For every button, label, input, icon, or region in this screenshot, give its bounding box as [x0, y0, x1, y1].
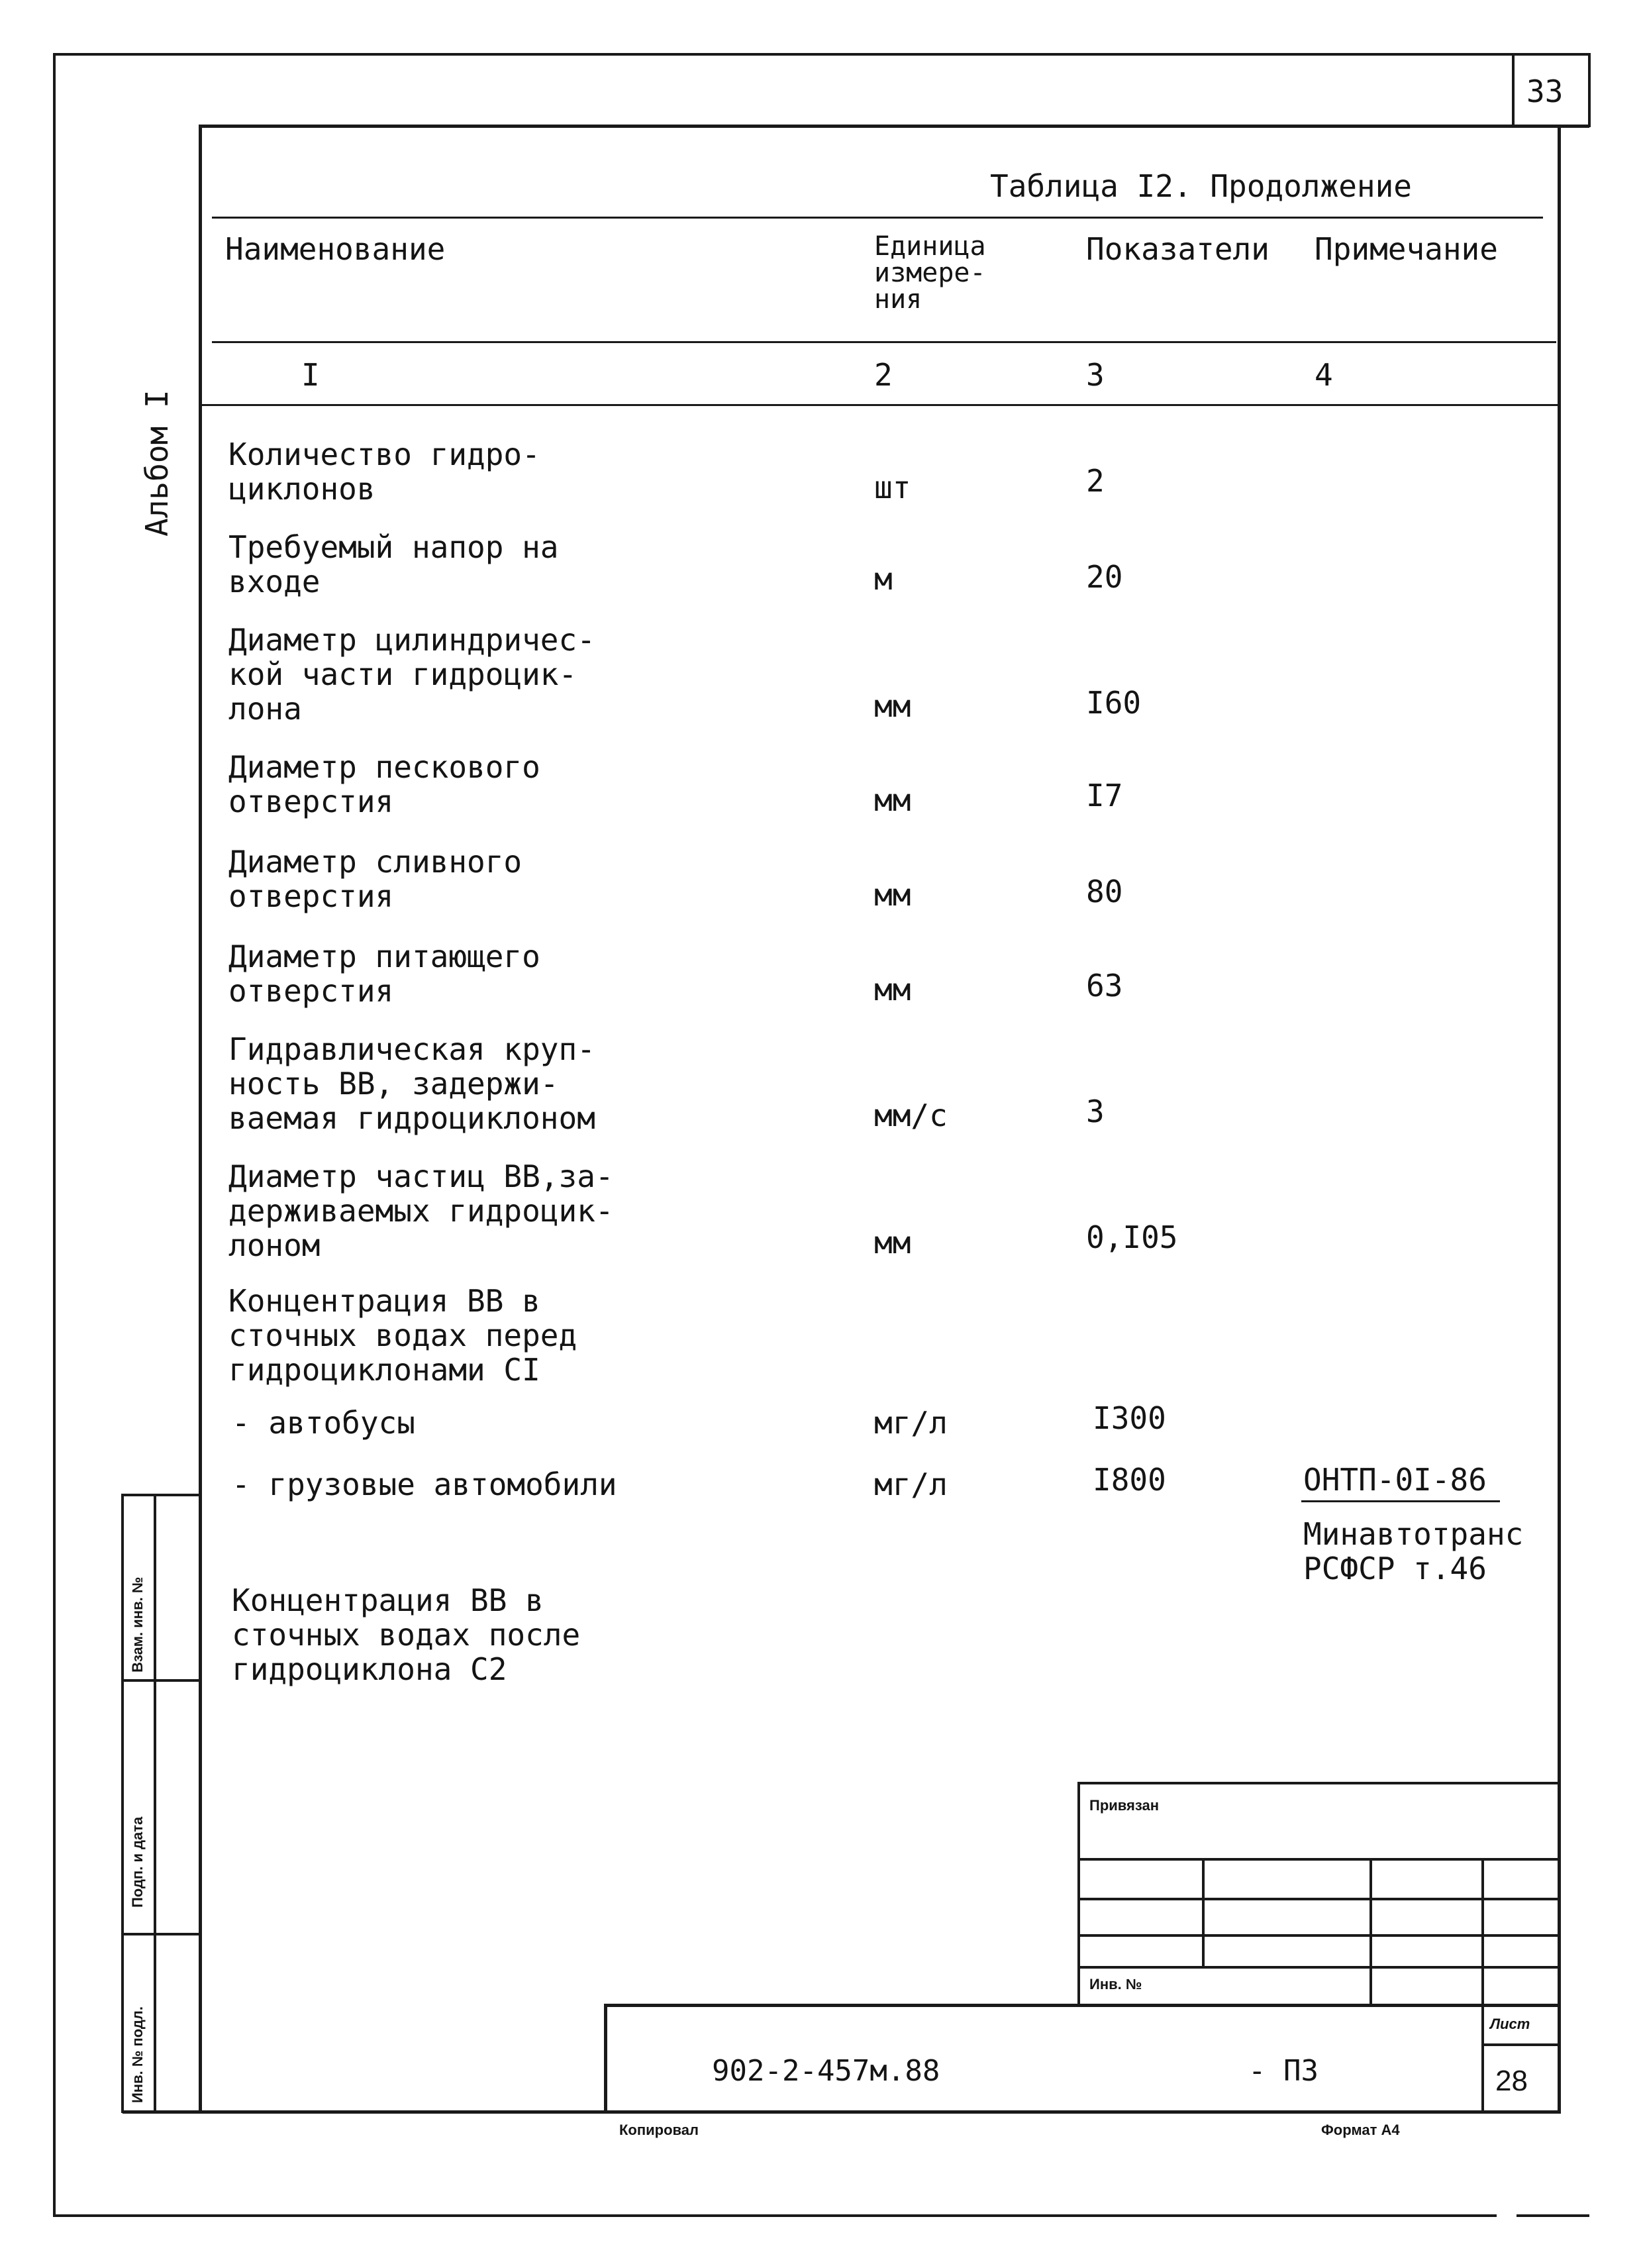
row-unit: мм/с: [874, 1098, 948, 1133]
row-value: I7: [1086, 778, 1123, 813]
outer-border-top: [53, 53, 1589, 56]
outer-border-bottom-end: [1517, 2214, 1589, 2217]
row-name-hydraulic-size: Гидравлическая круп- ность ВВ, задержи- ваемая гидроциклоном: [228, 1031, 595, 1136]
caption-dash-line: [212, 217, 1543, 219]
outer-border-right-top: [1588, 53, 1591, 126]
column-header-value: Показатели: [1086, 231, 1270, 267]
row-unit: м: [874, 561, 893, 597]
footer-copied: Копировал: [619, 2122, 699, 2138]
row-note-ministry: Минавтотранс РСФСР т.46: [1303, 1516, 1524, 1586]
inner-border-bottom: [123, 2110, 1561, 2114]
row-unit: мм: [874, 972, 911, 1007]
inner-border-left: [199, 125, 202, 2114]
column-index-3: 3: [1086, 357, 1105, 393]
column-index-1: I: [301, 357, 320, 393]
row-name-cylinder-diameter: Диаметр цилиндричес- кой части гидроцик- лона: [228, 622, 595, 727]
sheet-label: Лист: [1490, 2016, 1530, 2032]
row-note-norm: ОНТП-0I-86: [1303, 1462, 1487, 1498]
inner-border-right: [1558, 125, 1561, 2114]
row-value: 20: [1086, 559, 1123, 595]
page-number: 33: [1526, 74, 1564, 109]
row-unit: мм: [874, 877, 911, 913]
row-value: I300: [1093, 1400, 1166, 1436]
row-name-drain-hole-diameter: Диаметр сливного отверстия: [228, 844, 523, 914]
row-name-concentration-after: Концентрация ВВ в сточных водах после гидроциклона С2: [232, 1582, 581, 1687]
album-label: Альбом I: [139, 389, 175, 537]
row-name-required-pressure: Требуемый напор на входе: [228, 529, 559, 599]
stamp-podp: Подп. и дата: [129, 1816, 146, 1908]
index-row-line: [202, 404, 1560, 406]
column-header-unit: Единица измере- ния: [874, 231, 986, 315]
title-grid-h1: [1077, 1858, 1560, 1861]
title-block-inv-no: Инв. №: [1089, 1976, 1142, 1992]
row-value: 3: [1086, 1094, 1105, 1129]
row-name-feed-hole-diameter: Диаметр питающего отверстия: [228, 939, 540, 1009]
row-unit: мм: [874, 688, 911, 724]
row-name-trucks: - грузовые автомобили: [232, 1467, 617, 1502]
title-grid-h4: [1077, 1966, 1560, 1969]
doc-block-left: [604, 2004, 607, 2113]
sheet-label-divider: [1481, 2043, 1560, 2046]
title-block-privyazan: Привязан: [1089, 1797, 1160, 1814]
header-dash-line: [212, 341, 1556, 343]
row-name-sand-hole-diameter: Диаметр пескового отверстия: [228, 749, 540, 819]
note-underline: [1301, 1500, 1500, 1502]
stamp-top: [121, 1494, 201, 1496]
row-name-concentration-before: Концентрация ВВ в сточных водах перед гидроциклонами СI: [228, 1283, 577, 1388]
title-grid-v3: [1481, 1858, 1484, 2113]
row-value: 80: [1086, 874, 1123, 909]
row-unit: мг/л: [874, 1405, 948, 1441]
row-value: 2: [1086, 463, 1105, 499]
column-index-2: 2: [874, 357, 893, 393]
title-grid-v2: [1369, 1858, 1372, 2007]
footer-format: Формат А4: [1321, 2122, 1400, 2138]
doc-block-top: [604, 2004, 1560, 2007]
stamp-vzam: Взам. инв. №: [129, 1576, 146, 1673]
stamp-column-left: [121, 1494, 124, 2113]
row-unit: мм: [874, 1225, 911, 1261]
title-grid-h2: [1077, 1898, 1560, 1900]
title-grid-v1: [1202, 1858, 1205, 1967]
row-unit: шт: [874, 470, 911, 505]
outer-border-bottom: [53, 2214, 1497, 2217]
row-value: I800: [1093, 1462, 1166, 1498]
outer-border-left: [53, 53, 56, 2216]
stamp-column-mid: [154, 1494, 156, 2113]
column-index-4: 4: [1315, 357, 1333, 393]
row-name-particle-diameter: Диаметр частиц ВВ,за- держиваемых гидроцик- лоном: [228, 1159, 614, 1263]
table-caption: Таблица I2. Продолжение: [990, 168, 1412, 204]
stamp-divider-2: [121, 1933, 201, 1935]
row-name-buses: - автобусы: [232, 1405, 415, 1441]
doc-section: - ПЗ: [1248, 2054, 1319, 2088]
column-header-name: Наименование: [225, 231, 446, 267]
page-number-box-left: [1512, 53, 1515, 126]
stamp-inv: Инв. № подл.: [129, 2006, 146, 2103]
row-value: I60: [1086, 685, 1142, 721]
column-header-note: Примечание: [1315, 231, 1498, 267]
sheet-number: 28: [1495, 2065, 1528, 2097]
row-unit: мм: [874, 782, 911, 818]
row-value: 0,I05: [1086, 1219, 1178, 1255]
row-name-hydrocyclone-count: Количество гидро- циклонов: [228, 437, 540, 507]
title-block-top: [1077, 1782, 1560, 1784]
title-block-left: [1077, 1782, 1080, 2007]
inner-border-top: [199, 125, 1589, 128]
stamp-divider-1: [121, 1679, 201, 1682]
doc-code: 902-2-457м.88: [712, 2054, 940, 2088]
row-value: 63: [1086, 968, 1123, 1004]
title-grid-h3: [1077, 1934, 1560, 1937]
row-unit: мг/л: [874, 1467, 948, 1502]
